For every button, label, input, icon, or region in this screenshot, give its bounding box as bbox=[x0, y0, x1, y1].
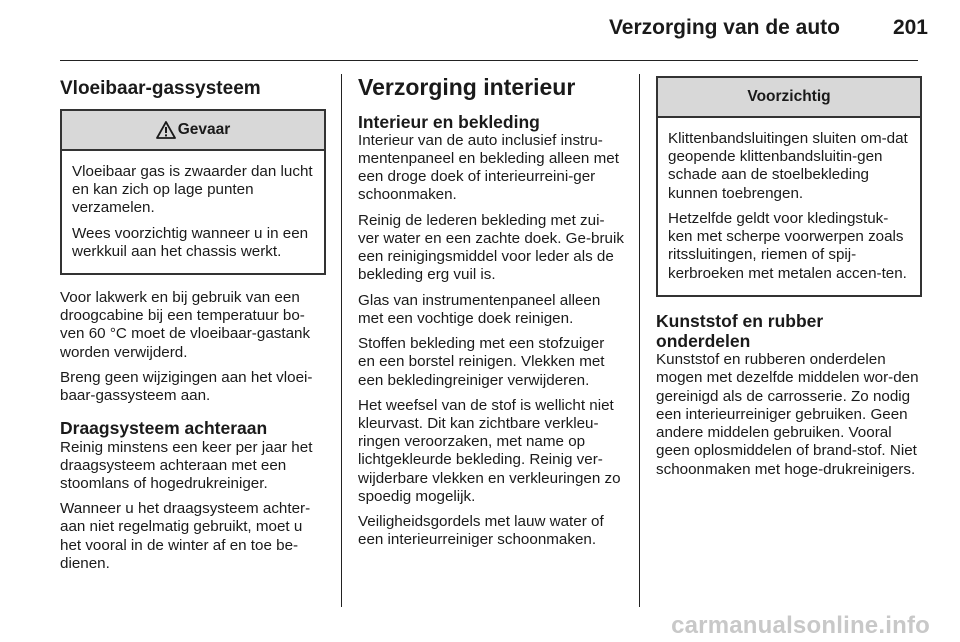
column-divider-1 bbox=[341, 74, 342, 607]
subsection-title-upholstery: Interieur en bekleding bbox=[358, 111, 540, 132]
column-3 bbox=[656, 72, 922, 486]
danger-box-body bbox=[62, 151, 324, 273]
section-title-lpg: Vloeibaar-gassysteem bbox=[60, 78, 261, 99]
caution-box-label: Voorzichtig bbox=[747, 88, 831, 105]
column-2 bbox=[358, 72, 624, 557]
warning-triangle-icon bbox=[156, 121, 176, 139]
danger-box bbox=[60, 109, 326, 275]
body-paragraph: Kunststof en rubberen onderdelen mogen met dezelfde middelen wor-den gereinigd als de carrosserie. Zo nodig een interieurreiniger gebruiken. Geen andere middelen gebruiken. Vooral geen oplosmiddelen of brand-stof. Niet schoonmaken met hoge-drukreinigers. bbox=[656, 351, 919, 478]
page-number: 201 bbox=[892, 16, 928, 39]
danger-paragraph: Vloeibaar gas is zwaarder dan lucht en kan zich op lage punten verzamelen. bbox=[72, 162, 313, 217]
caution-paragraph: Klittenbandsluitingen sluiten om-dat geopende klittenbandsluitin-gen schade aan de stoelbekleding kunnen toebrengen. bbox=[668, 130, 908, 202]
caution-box-body bbox=[658, 118, 920, 295]
body-paragraph: Het weefsel van de stof is wellicht niet kleurvast. Dit kan zichtbare verkleu-ringen veroorzaken, met name op lichtgekleurde bekleding. Reinig ver-wijderbare vlekken en verkleuringen zo spoedig mogelijk. bbox=[358, 396, 621, 505]
danger-box-label: Gevaar bbox=[177, 120, 231, 138]
subsection-title-carrier: Draagsysteem achteraan bbox=[60, 418, 268, 439]
body-paragraph: Interieur van de auto inclusief instru-mentenpaneel en bekleding alleen met een droge doek of interieurreini-ger schoonmaken. bbox=[358, 131, 619, 204]
watermark-text: carmanualsonline.info bbox=[671, 612, 930, 639]
body-paragraph: Wanneer u het draagsysteem achter-aan niet regelmatig gebruikt, moet u het vooral in de winter af en toe be-dienen. bbox=[60, 500, 311, 572]
danger-paragraph: Wees voorzichtig wanneer u in een werkkuil aan het chassis werkt. bbox=[72, 224, 309, 260]
section-title-interior: Verzorging interieur bbox=[358, 74, 576, 100]
body-paragraph: Breng geen wijzigingen aan het vloei-baar-gassysteem aan. bbox=[60, 368, 313, 405]
column-1 bbox=[60, 72, 326, 580]
column-divider-2 bbox=[639, 74, 640, 607]
caution-paragraph: Hetzelfde geldt voor kledingstuk-ken met scherpe voorwerpen zoals ritssluitingen, riemen of spij-kerbroeken met metalen accen-ten. bbox=[668, 209, 907, 282]
caution-box bbox=[656, 76, 922, 297]
danger-box-header bbox=[62, 111, 324, 151]
body-paragraph: Reinig minstens een keer per jaar het draagsysteem achteraan met een stoomlans of hogedrukreiniger. bbox=[60, 438, 313, 492]
caution-box-header bbox=[658, 78, 920, 118]
body-paragraph: Reinig de lederen bekleding met zui-ver water en een zachte doek. Ge-bruik een reinigingsmiddel voor leder als de bekleding erg vuil is. bbox=[358, 211, 624, 284]
page-header-title: Verzorging van de auto bbox=[608, 16, 840, 39]
body-paragraph: Glas van instrumentenpaneel alleen met een vochtige doek reinigen. bbox=[358, 291, 601, 327]
subsection-title-plastic-rubber: Kunststof en rubber onderdelen bbox=[656, 310, 824, 351]
header-divider bbox=[60, 60, 918, 61]
body-paragraph: Voor lakwerk en bij gebruik van een droogcabine bij een temperatuur bo-ven 60 °C moet de vloeibaar-gastank worden verwijderd. bbox=[60, 288, 311, 361]
body-paragraph: Veiligheidsgordels met lauw water of een interieurreiniger schoonmaken. bbox=[358, 513, 604, 549]
body-paragraph: Stoffen bekleding met een stofzuiger en een borstel reinigen. Vlekken met een bekledingreiniger verwijderen. bbox=[358, 335, 605, 389]
